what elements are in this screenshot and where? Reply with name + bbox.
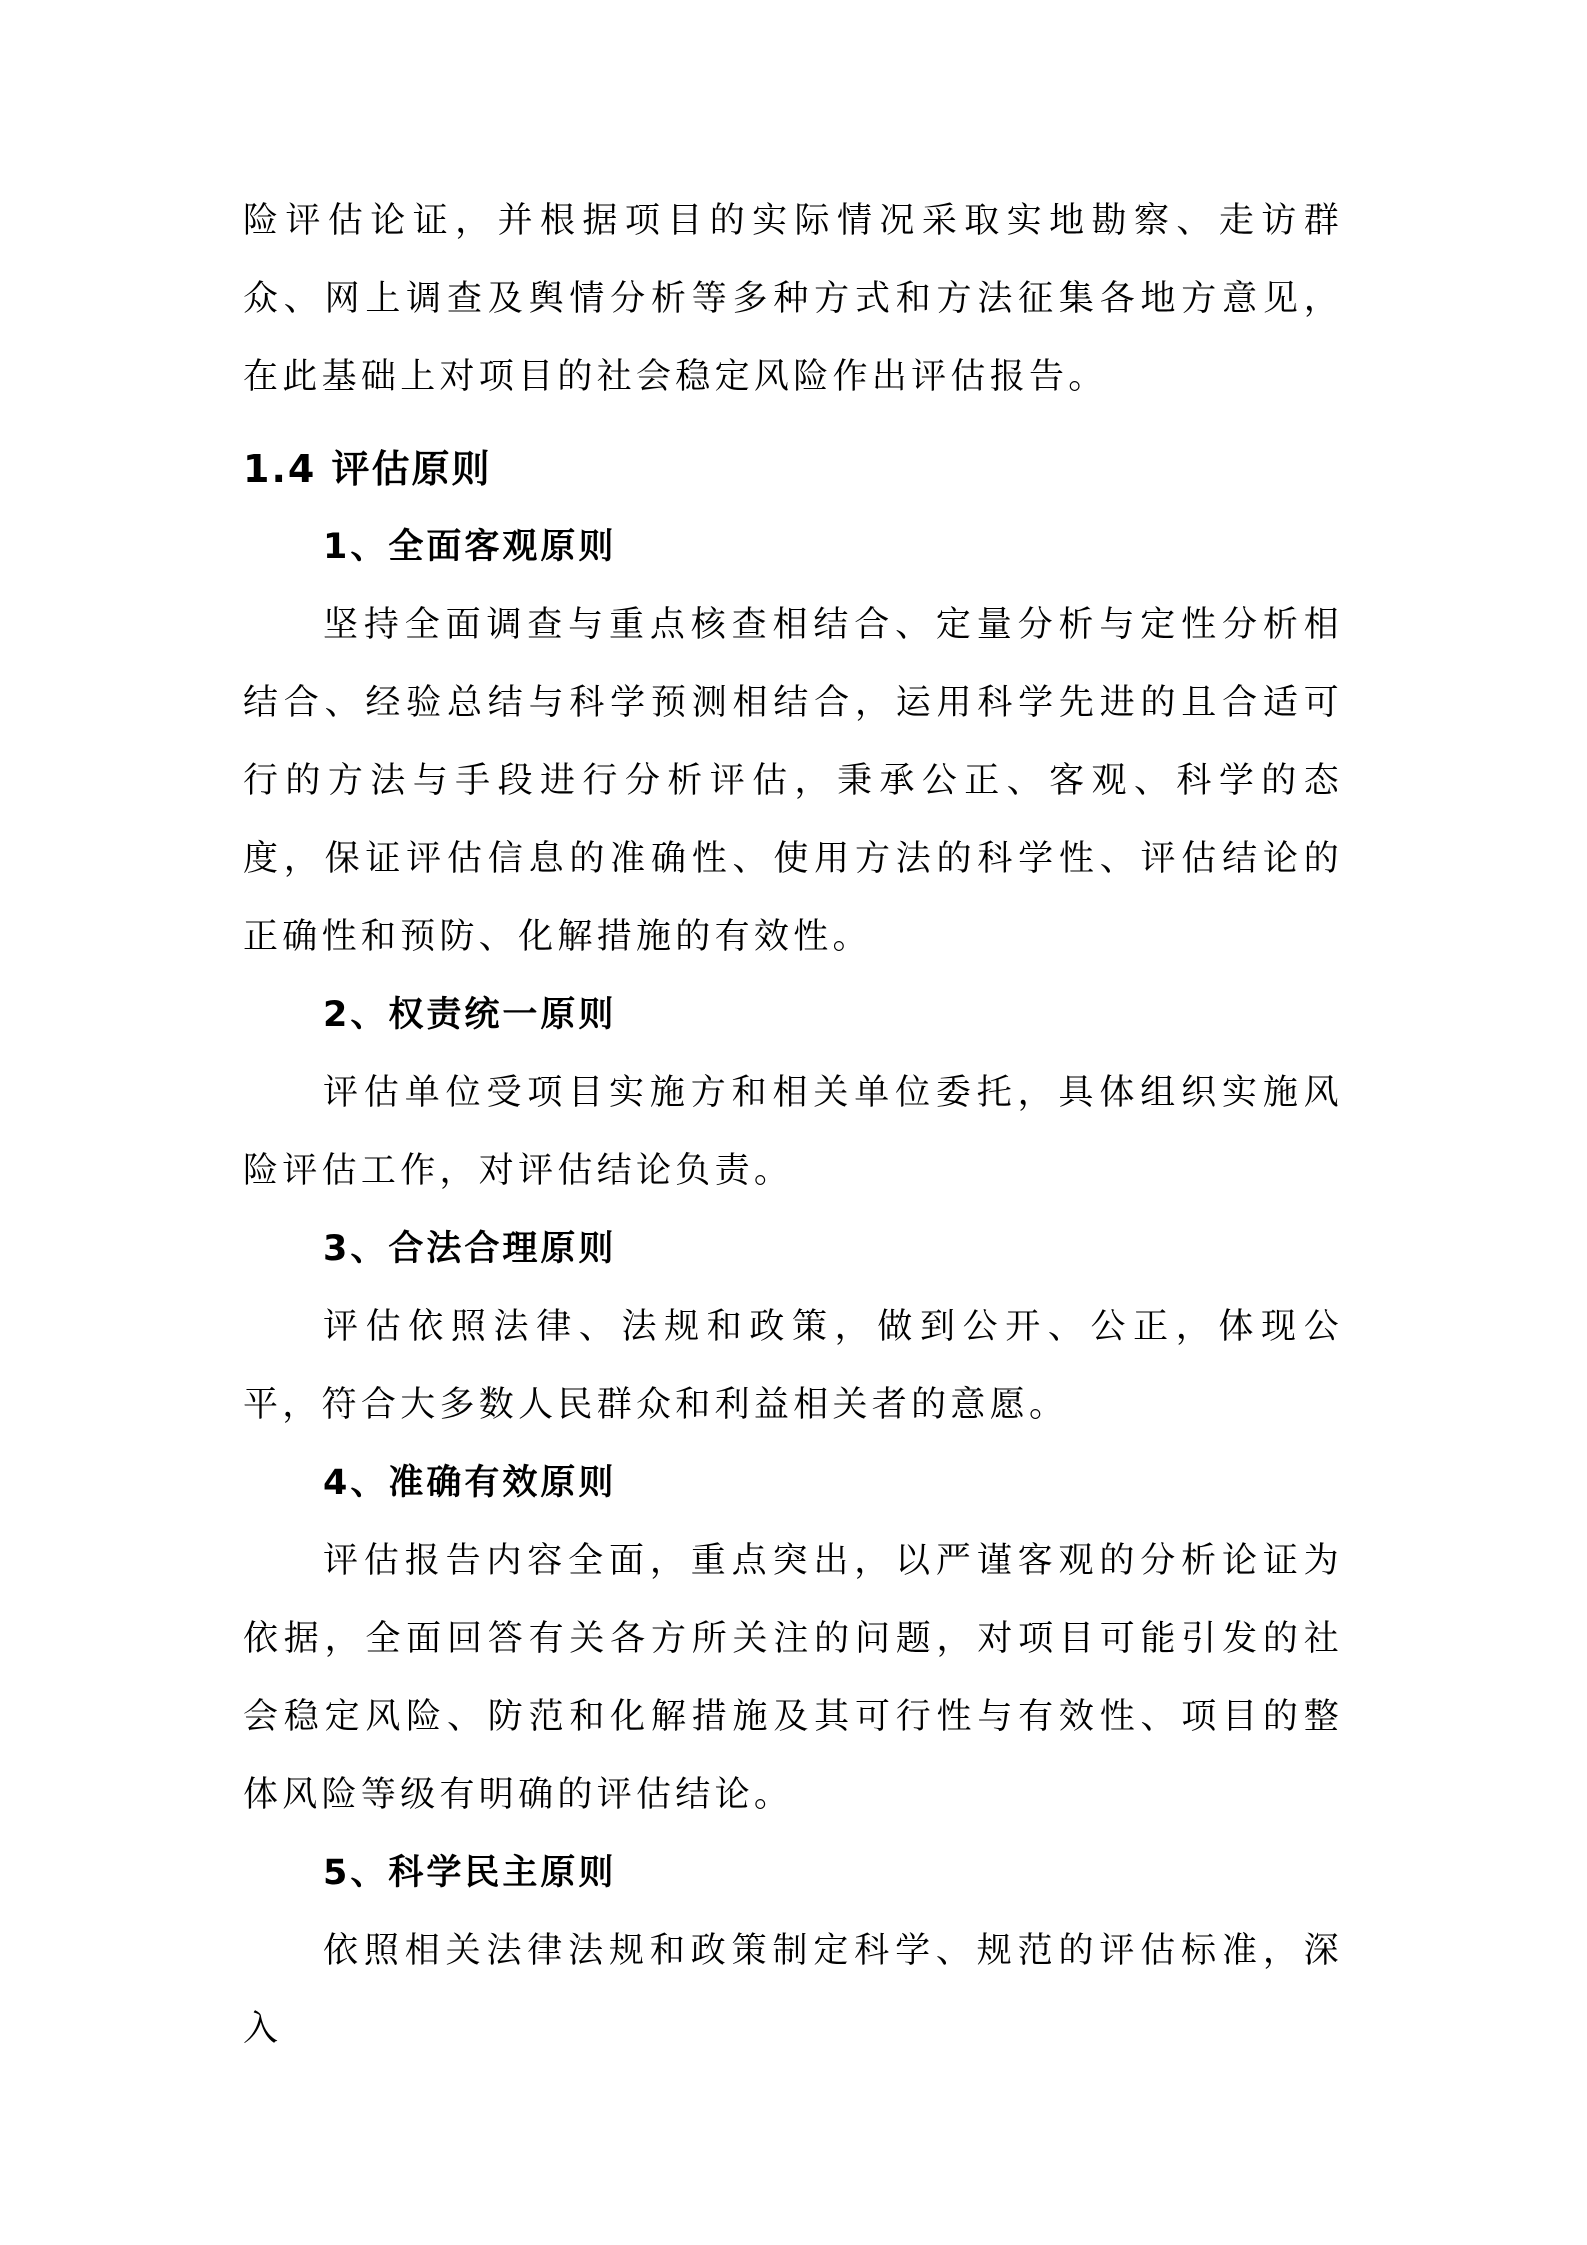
principle-heading-1: 1、全面客观原则 xyxy=(323,527,617,567)
principle-body-4: 评估报告内容全面，重点突出，以严谨客观的分析论证为依据，全面回答有关各方所关注的问题，对项目可能引发的社会稳定风险、防范和化解措施及其可行性与有效性、项目的整体风险等级有明确的评估结论。 xyxy=(243,1541,1343,1815)
document-body xyxy=(243,182,1343,2068)
principle-body-1: 坚持全面调查与重点核查相结合、定量分析与定性分析相结合、经验总结与科学预测相结合，运用科学先进的且合适可行的方法与手段进行分析评估，秉承公正、客观、科学的态度，保证评估信息的准确性、使用方法的科学性、评估结论的正确性和预防、化解措施的有效性。 xyxy=(243,605,1343,957)
principle-body-3: 评估依照法律、法规和政策，做到公开、公正，体现公平，符合大多数人民群众和利益相关者的意愿。 xyxy=(243,1307,1343,1425)
principle-heading-5: 5、科学民主原则 xyxy=(323,1853,617,1893)
principle-body-2: 评估单位受项目实施方和相关单位委托，具体组织实施风险评估工作，对评估结论负责。 xyxy=(243,1073,1343,1191)
principle-heading-4: 4、准确有效原则 xyxy=(323,1463,617,1503)
principle-heading-2: 2、权责统一原则 xyxy=(323,995,617,1035)
principle-heading-3: 3、合法合理原则 xyxy=(323,1229,617,1269)
intro-paragraph: 险评估论证，并根据项目的实际情况采取实地勘察、走访群众、网上调查及舆情分析等多种方式和方法征集各地方意见，在此基础上对项目的社会稳定风险作出评估报告。 xyxy=(243,201,1343,397)
principle-body-5: 依照相关法律法规和政策制定科学、规范的评估标准，深入 xyxy=(243,1931,1343,2049)
section-title: 1.4 评估原则 xyxy=(243,447,492,491)
